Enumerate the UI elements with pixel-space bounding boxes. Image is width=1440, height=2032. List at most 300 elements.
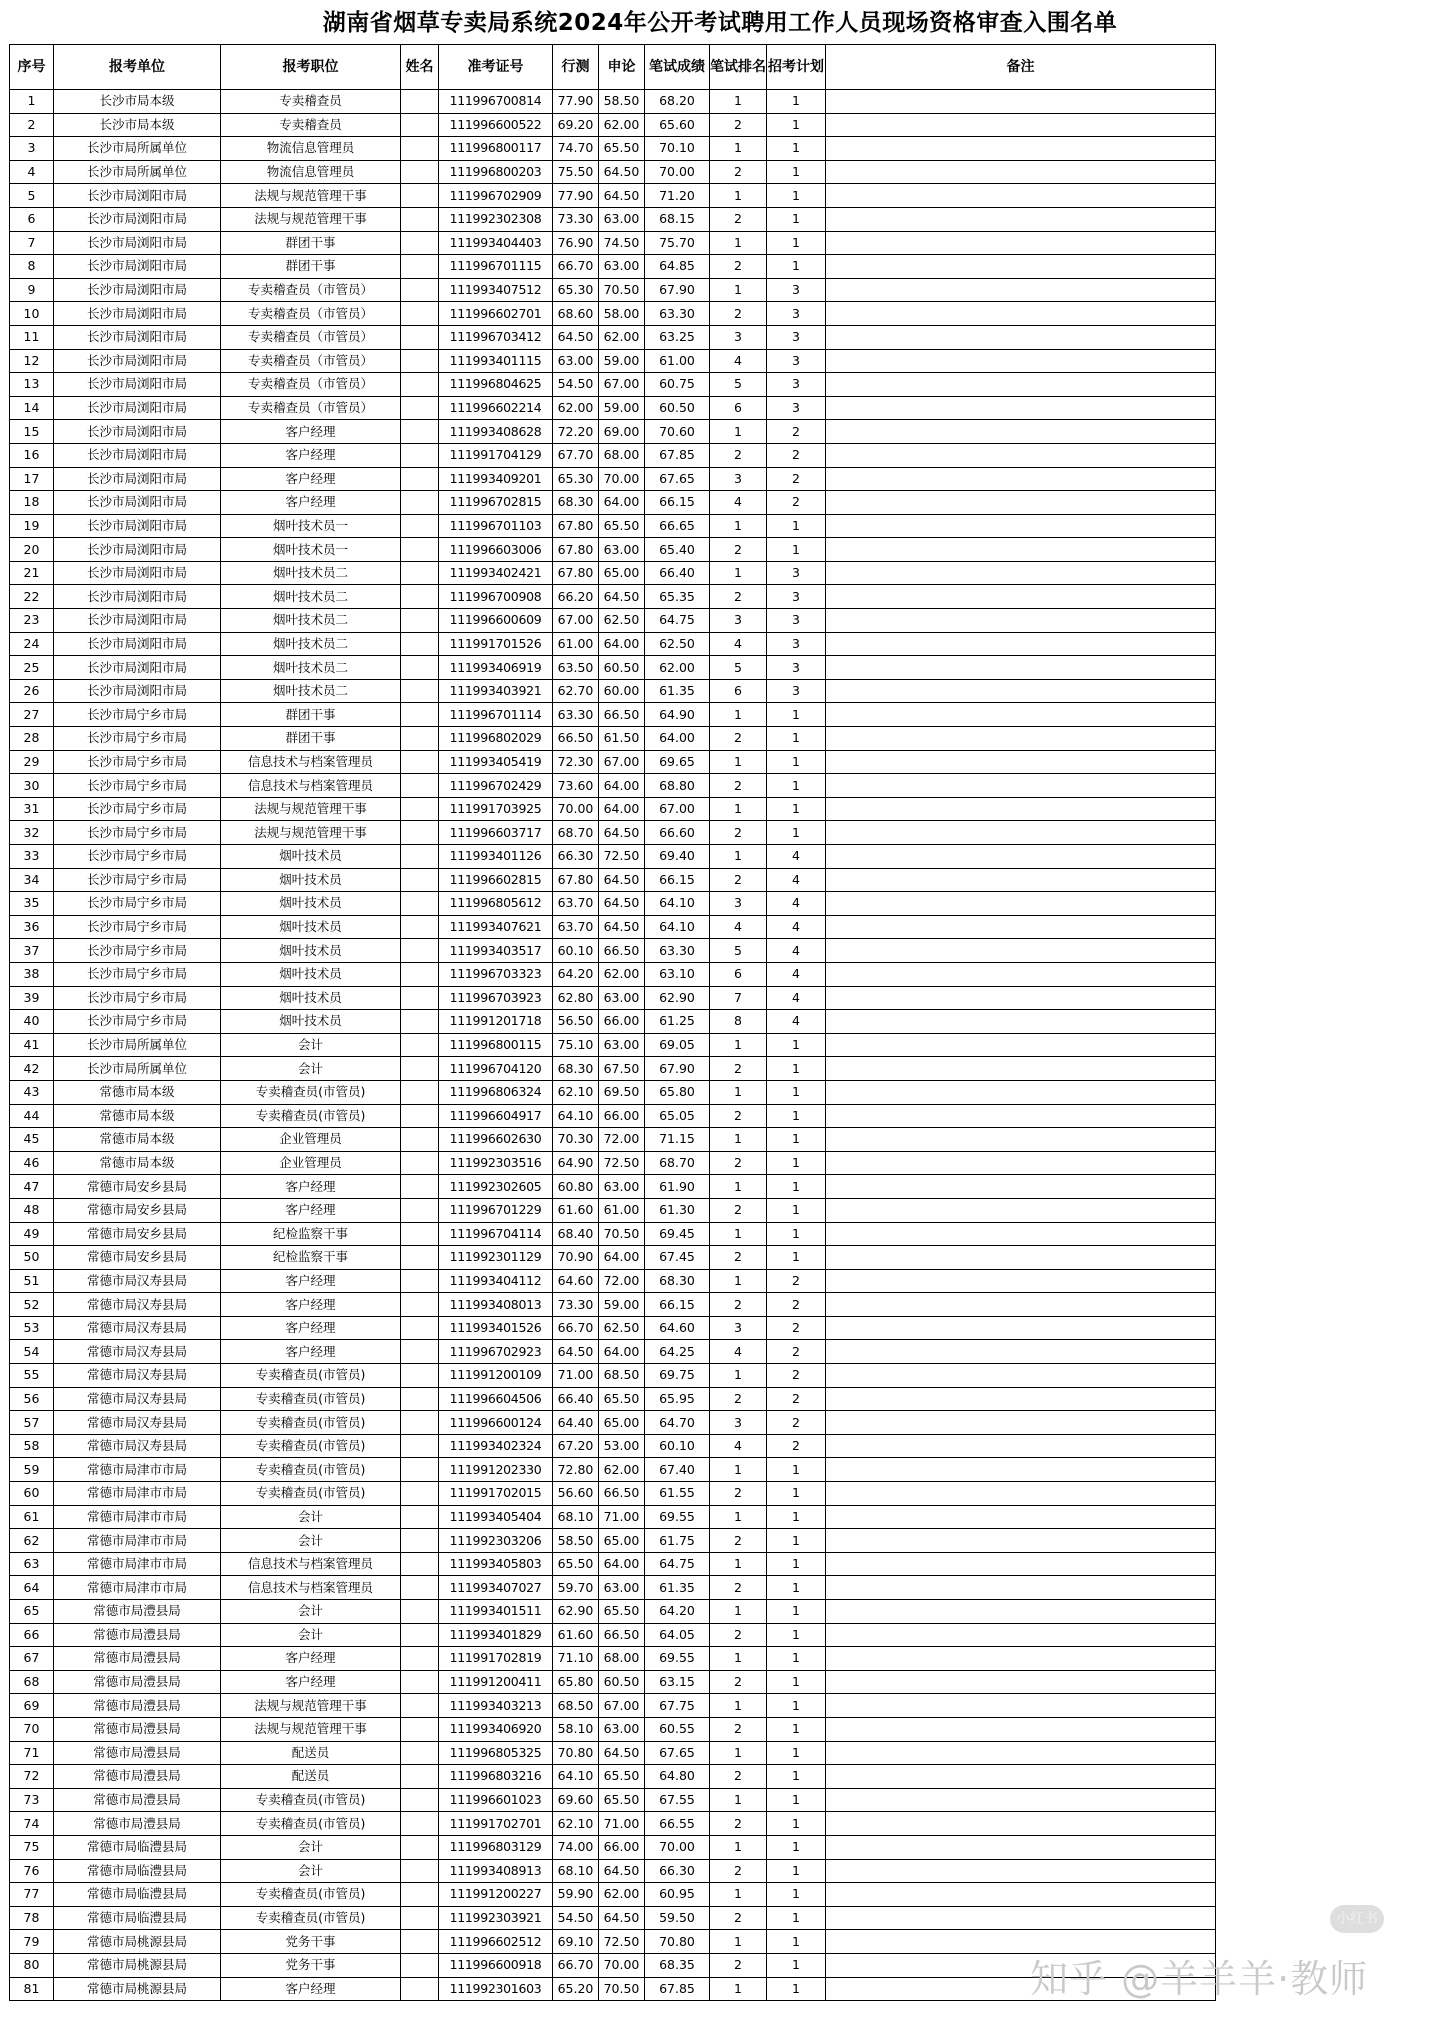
cell-remarks <box>826 278 1216 302</box>
cell-written-score: 67.65 <box>645 1741 710 1765</box>
cell-name <box>401 609 439 633</box>
cell-remarks <box>826 1576 1216 1600</box>
table-row <box>10 1411 1216 1435</box>
cell-exam-id: 111996803129 <box>439 1835 553 1859</box>
cell-name <box>401 1458 439 1482</box>
cell-index: 14 <box>10 396 54 420</box>
cell-written-score: 66.15 <box>645 868 710 892</box>
cell-index: 44 <box>10 1104 54 1128</box>
cell-position: 客户经理 <box>221 1293 401 1317</box>
cell-index: 70 <box>10 1717 54 1741</box>
cell-written-score: 69.45 <box>645 1222 710 1246</box>
cell-name <box>401 1953 439 1977</box>
cell-exam-id: 111991200227 <box>439 1883 553 1907</box>
cell-name <box>401 1623 439 1647</box>
cell-written-score: 71.15 <box>645 1128 710 1152</box>
table-row <box>10 1175 1216 1199</box>
cell-written-rank: 2 <box>710 255 767 279</box>
cell-name <box>401 1128 439 1152</box>
cell-remarks <box>826 113 1216 137</box>
table-row <box>10 1741 1216 1765</box>
cell-position: 法规与规范管理干事 <box>221 797 401 821</box>
cell-exam-id: 111996600522 <box>439 113 553 137</box>
cell-position: 专卖稽查员(市管员) <box>221 1812 401 1836</box>
cell-position: 客户经理 <box>221 1670 401 1694</box>
cell-essay: 58.50 <box>599 90 645 114</box>
cell-written-score: 69.75 <box>645 1364 710 1388</box>
cell-unit: 长沙市局所属单位 <box>54 1033 221 1057</box>
cell-written-rank: 3 <box>710 467 767 491</box>
cell-unit: 长沙市局宁乡市局 <box>54 868 221 892</box>
cell-aptitude: 59.70 <box>553 1576 599 1600</box>
cell-aptitude: 64.10 <box>553 1765 599 1789</box>
cell-exam-id: 111993401115 <box>439 349 553 373</box>
cell-exam-id: 111996600918 <box>439 1953 553 1977</box>
cell-exam-id: 111992302308 <box>439 207 553 231</box>
cell-written-rank: 1 <box>710 90 767 114</box>
cell-exam-id: 111996702815 <box>439 491 553 515</box>
cell-written-rank: 1 <box>710 1694 767 1718</box>
cell-written-rank: 4 <box>710 632 767 656</box>
cell-quota: 1 <box>767 184 826 208</box>
cell-index: 8 <box>10 255 54 279</box>
cell-index: 43 <box>10 1080 54 1104</box>
cell-exam-id: 111993405419 <box>439 750 553 774</box>
cell-unit: 长沙市局宁乡市局 <box>54 892 221 916</box>
cell-quota: 1 <box>767 1246 826 1270</box>
cell-written-rank: 8 <box>710 1010 767 1034</box>
cell-essay: 64.50 <box>599 1741 645 1765</box>
cell-index: 5 <box>10 184 54 208</box>
cell-written-rank: 2 <box>710 1953 767 1977</box>
table-row <box>10 1198 1216 1222</box>
cell-unit: 长沙市局宁乡市局 <box>54 727 221 751</box>
cell-name <box>401 845 439 869</box>
cell-name <box>401 1411 439 1435</box>
table-row <box>10 845 1216 869</box>
cell-quota: 1 <box>767 1128 826 1152</box>
cell-written-score: 70.80 <box>645 1930 710 1954</box>
cell-written-rank: 2 <box>710 1576 767 1600</box>
cell-unit: 常德市局汉寿县局 <box>54 1316 221 1340</box>
cell-written-score: 64.70 <box>645 1411 710 1435</box>
cell-written-score: 66.15 <box>645 491 710 515</box>
cell-remarks <box>826 656 1216 680</box>
cell-written-rank: 1 <box>710 845 767 869</box>
cell-quota: 2 <box>767 420 826 444</box>
cell-position: 专卖稽查员(市管员) <box>221 1434 401 1458</box>
cell-aptitude: 68.50 <box>553 1694 599 1718</box>
table-row <box>10 1883 1216 1907</box>
cell-remarks <box>826 1104 1216 1128</box>
cell-unit: 长沙市局浏阳市局 <box>54 467 221 491</box>
cell-essay: 64.50 <box>599 892 645 916</box>
cell-aptitude: 66.50 <box>553 727 599 751</box>
cell-written-rank: 1 <box>710 278 767 302</box>
cell-index: 54 <box>10 1340 54 1364</box>
cell-position: 法规与规范管理干事 <box>221 184 401 208</box>
cell-aptitude: 68.30 <box>553 491 599 515</box>
cell-unit: 长沙市局宁乡市局 <box>54 962 221 986</box>
cell-unit: 长沙市局浏阳市局 <box>54 538 221 562</box>
table-row <box>10 1906 1216 1930</box>
cell-quota: 1 <box>767 1930 826 1954</box>
cell-name <box>401 491 439 515</box>
cell-written-score: 60.50 <box>645 396 710 420</box>
table-row <box>10 1670 1216 1694</box>
cell-essay: 62.00 <box>599 962 645 986</box>
cell-name <box>401 703 439 727</box>
cell-exam-id: 111993402324 <box>439 1434 553 1458</box>
cell-name <box>401 750 439 774</box>
cell-quota: 1 <box>767 1576 826 1600</box>
cell-remarks <box>826 443 1216 467</box>
cell-remarks <box>826 1057 1216 1081</box>
cell-position: 客户经理 <box>221 1175 401 1199</box>
cell-written-score: 69.05 <box>645 1033 710 1057</box>
cell-remarks <box>826 561 1216 585</box>
cell-quota: 1 <box>767 538 826 562</box>
table-row <box>10 703 1216 727</box>
cell-index: 52 <box>10 1293 54 1317</box>
cell-position: 专卖稽查员(市管员) <box>221 1883 401 1907</box>
cell-exam-id: 111993403517 <box>439 939 553 963</box>
cell-aptitude: 72.80 <box>553 1458 599 1482</box>
cell-written-score: 70.00 <box>645 1835 710 1859</box>
cell-written-rank: 1 <box>710 797 767 821</box>
cell-written-score: 64.10 <box>645 892 710 916</box>
cell-written-rank: 2 <box>710 1906 767 1930</box>
cell-aptitude: 65.50 <box>553 1552 599 1576</box>
cell-position: 专卖稽查员(市管员) <box>221 1364 401 1388</box>
cell-written-rank: 1 <box>710 1505 767 1529</box>
cell-essay: 64.50 <box>599 821 645 845</box>
cell-exam-id: 111996803216 <box>439 1765 553 1789</box>
cell-quota: 4 <box>767 892 826 916</box>
cell-written-rank: 2 <box>710 1104 767 1128</box>
cell-written-rank: 1 <box>710 1647 767 1671</box>
cell-unit: 长沙市局宁乡市局 <box>54 703 221 727</box>
table-row <box>10 514 1216 538</box>
cell-quota: 1 <box>767 1482 826 1506</box>
cell-written-score: 67.90 <box>645 278 710 302</box>
cell-index: 76 <box>10 1859 54 1883</box>
cell-quota: 1 <box>767 113 826 137</box>
cell-unit: 长沙市局浏阳市局 <box>54 632 221 656</box>
cell-unit: 常德市局临澧县局 <box>54 1859 221 1883</box>
cell-index: 69 <box>10 1694 54 1718</box>
cell-quota: 1 <box>767 1812 826 1836</box>
cell-written-rank: 1 <box>710 1033 767 1057</box>
cell-exam-id: 111996703412 <box>439 325 553 349</box>
cell-aptitude: 68.10 <box>553 1505 599 1529</box>
cell-unit: 长沙市局所属单位 <box>54 160 221 184</box>
cell-exam-id: 111993407027 <box>439 1576 553 1600</box>
cell-remarks <box>826 1505 1216 1529</box>
cell-aptitude: 60.80 <box>553 1175 599 1199</box>
cell-position: 专卖稽查员（市管员） <box>221 325 401 349</box>
cell-remarks <box>826 915 1216 939</box>
cell-written-score: 63.25 <box>645 325 710 349</box>
cell-aptitude: 58.10 <box>553 1717 599 1741</box>
cell-written-score: 63.10 <box>645 962 710 986</box>
cell-quota: 4 <box>767 1010 826 1034</box>
cell-remarks <box>826 325 1216 349</box>
cell-position: 烟叶技术员 <box>221 986 401 1010</box>
cell-position: 法规与规范管理干事 <box>221 207 401 231</box>
cell-written-rank: 1 <box>710 1364 767 1388</box>
cell-essay: 61.00 <box>599 1198 645 1222</box>
cell-index: 13 <box>10 373 54 397</box>
cell-name <box>401 1010 439 1034</box>
cell-quota: 1 <box>767 1505 826 1529</box>
cell-unit: 常德市局津市市局 <box>54 1458 221 1482</box>
cell-written-score: 64.00 <box>645 727 710 751</box>
cell-written-score: 63.30 <box>645 939 710 963</box>
cell-written-rank: 6 <box>710 396 767 420</box>
table-row <box>10 1812 1216 1836</box>
cell-name <box>401 231 439 255</box>
cell-position: 烟叶技术员二 <box>221 656 401 680</box>
cell-written-score: 61.55 <box>645 1482 710 1506</box>
cell-quota: 3 <box>767 349 826 373</box>
cell-quota: 3 <box>767 609 826 633</box>
cell-position: 烟叶技术员二 <box>221 585 401 609</box>
cell-written-rank: 5 <box>710 656 767 680</box>
cell-aptitude: 62.00 <box>553 396 599 420</box>
cell-index: 24 <box>10 632 54 656</box>
table-row <box>10 349 1216 373</box>
cell-aptitude: 64.50 <box>553 325 599 349</box>
cell-written-score: 64.90 <box>645 703 710 727</box>
cell-essay: 69.50 <box>599 1080 645 1104</box>
cell-essay: 64.00 <box>599 1340 645 1364</box>
cell-written-score: 66.40 <box>645 561 710 585</box>
cell-index: 1 <box>10 90 54 114</box>
table-row <box>10 1151 1216 1175</box>
cell-index: 55 <box>10 1364 54 1388</box>
cell-unit: 长沙市局宁乡市局 <box>54 1010 221 1034</box>
cell-essay: 70.50 <box>599 1977 645 2001</box>
cell-written-score: 67.65 <box>645 467 710 491</box>
cell-name <box>401 514 439 538</box>
cell-unit: 常德市局汉寿县局 <box>54 1387 221 1411</box>
cell-position: 会计 <box>221 1057 401 1081</box>
cell-written-rank: 1 <box>710 750 767 774</box>
cell-written-score: 65.40 <box>645 538 710 562</box>
cell-exam-id: 111993407512 <box>439 278 553 302</box>
cell-aptitude: 61.00 <box>553 632 599 656</box>
cell-exam-id: 111996703323 <box>439 962 553 986</box>
cell-quota: 1 <box>767 1670 826 1694</box>
cell-written-score: 68.20 <box>645 90 710 114</box>
cell-name <box>401 349 439 373</box>
cell-position: 配送员 <box>221 1741 401 1765</box>
cell-quota: 1 <box>767 1859 826 1883</box>
cell-remarks <box>826 632 1216 656</box>
cell-written-rank: 6 <box>710 962 767 986</box>
cell-remarks <box>826 184 1216 208</box>
cell-unit: 常德市局桃源县局 <box>54 1930 221 1954</box>
cell-position: 专卖稽查员(市管员) <box>221 1788 401 1812</box>
cell-unit: 常德市局澧县局 <box>54 1623 221 1647</box>
cell-position: 专卖稽查员(市管员) <box>221 1458 401 1482</box>
cell-written-rank: 2 <box>710 1859 767 1883</box>
cell-essay: 64.00 <box>599 491 645 515</box>
cell-written-score: 64.60 <box>645 1316 710 1340</box>
cell-remarks <box>826 255 1216 279</box>
cell-exam-id: 111991701526 <box>439 632 553 656</box>
cell-name <box>401 1364 439 1388</box>
cell-index: 30 <box>10 774 54 798</box>
cell-name <box>401 868 439 892</box>
cell-position: 纪检监察干事 <box>221 1246 401 1270</box>
cell-unit: 常德市局安乡县局 <box>54 1198 221 1222</box>
cell-remarks <box>826 703 1216 727</box>
cell-exam-id: 111993407621 <box>439 915 553 939</box>
cell-position: 客户经理 <box>221 1198 401 1222</box>
table-row <box>10 750 1216 774</box>
table-row <box>10 1316 1216 1340</box>
cell-essay: 72.50 <box>599 1930 645 1954</box>
cell-aptitude: 65.30 <box>553 278 599 302</box>
cell-remarks <box>826 1434 1216 1458</box>
cell-aptitude: 73.30 <box>553 207 599 231</box>
cell-position: 客户经理 <box>221 491 401 515</box>
cell-remarks <box>826 774 1216 798</box>
table-row <box>10 915 1216 939</box>
table-row <box>10 962 1216 986</box>
cell-index: 51 <box>10 1269 54 1293</box>
cell-unit: 常德市局安乡县局 <box>54 1222 221 1246</box>
cell-name <box>401 892 439 916</box>
cell-unit: 长沙市局所属单位 <box>54 1057 221 1081</box>
cell-written-rank: 1 <box>710 1128 767 1152</box>
cell-quota: 2 <box>767 1434 826 1458</box>
cell-written-score: 62.90 <box>645 986 710 1010</box>
cell-remarks <box>826 727 1216 751</box>
cell-written-score: 67.75 <box>645 1694 710 1718</box>
table-row <box>10 184 1216 208</box>
cell-remarks <box>826 90 1216 114</box>
cell-essay: 64.50 <box>599 868 645 892</box>
cell-quota: 2 <box>767 1387 826 1411</box>
cell-written-score: 64.85 <box>645 255 710 279</box>
table-row <box>10 373 1216 397</box>
cell-unit: 长沙市局浏阳市局 <box>54 207 221 231</box>
cell-position: 烟叶技术员二 <box>221 561 401 585</box>
cell-remarks <box>826 1482 1216 1506</box>
cell-aptitude: 69.10 <box>553 1930 599 1954</box>
cell-name <box>401 585 439 609</box>
cell-remarks <box>826 1175 1216 1199</box>
cell-remarks <box>826 160 1216 184</box>
cell-position: 客户经理 <box>221 420 401 444</box>
cell-index: 40 <box>10 1010 54 1034</box>
table-row <box>10 1458 1216 1482</box>
cell-written-score: 61.90 <box>645 1175 710 1199</box>
cell-quota: 1 <box>767 1883 826 1907</box>
cell-remarks <box>826 1670 1216 1694</box>
cell-name <box>401 90 439 114</box>
cell-aptitude: 70.00 <box>553 797 599 821</box>
cell-unit: 常德市局澧县局 <box>54 1647 221 1671</box>
cell-written-rank: 2 <box>710 1198 767 1222</box>
cell-quota: 3 <box>767 632 826 656</box>
cell-exam-id: 111996602701 <box>439 302 553 326</box>
cell-aptitude: 73.60 <box>553 774 599 798</box>
cell-position: 物流信息管理员 <box>221 160 401 184</box>
cell-index: 80 <box>10 1953 54 1977</box>
table-row <box>10 609 1216 633</box>
cell-aptitude: 54.50 <box>553 373 599 397</box>
cell-name <box>401 373 439 397</box>
table-row <box>10 325 1216 349</box>
cell-exam-id: 111996704120 <box>439 1057 553 1081</box>
cell-written-score: 64.25 <box>645 1340 710 1364</box>
cell-written-rank: 4 <box>710 915 767 939</box>
cell-essay: 65.50 <box>599 1765 645 1789</box>
cell-essay: 63.00 <box>599 538 645 562</box>
cell-quota: 2 <box>767 1269 826 1293</box>
cell-name <box>401 1930 439 1954</box>
cell-written-rank: 2 <box>710 727 767 751</box>
cell-essay: 64.50 <box>599 585 645 609</box>
cell-essay: 63.00 <box>599 1717 645 1741</box>
cell-written-score: 63.30 <box>645 302 710 326</box>
cell-index: 23 <box>10 609 54 633</box>
cell-position: 烟叶技术员 <box>221 939 401 963</box>
cell-exam-id: 111992302605 <box>439 1175 553 1199</box>
cell-aptitude: 73.30 <box>553 1293 599 1317</box>
cell-quota: 2 <box>767 491 826 515</box>
cell-remarks <box>826 1623 1216 1647</box>
table-row <box>10 727 1216 751</box>
cell-aptitude: 62.70 <box>553 679 599 703</box>
cell-name <box>401 1505 439 1529</box>
cell-exam-id: 111996602512 <box>439 1930 553 1954</box>
cell-name <box>401 727 439 751</box>
cell-written-score: 60.55 <box>645 1717 710 1741</box>
cell-remarks <box>826 1340 1216 1364</box>
cell-unit: 长沙市局浏阳市局 <box>54 443 221 467</box>
cell-aptitude: 66.40 <box>553 1387 599 1411</box>
header-exam-id: 准考证号 <box>439 45 553 90</box>
cell-exam-id: 111992303921 <box>439 1906 553 1930</box>
cell-aptitude: 70.80 <box>553 1741 599 1765</box>
cell-essay: 62.00 <box>599 325 645 349</box>
cell-position: 客户经理 <box>221 1977 401 2001</box>
cell-index: 3 <box>10 137 54 161</box>
cell-remarks <box>826 467 1216 491</box>
cell-aptitude: 77.90 <box>553 184 599 208</box>
table-body <box>10 90 1216 2001</box>
cell-position: 客户经理 <box>221 443 401 467</box>
cell-index: 26 <box>10 679 54 703</box>
cell-index: 20 <box>10 538 54 562</box>
cell-quota: 1 <box>767 1977 826 2001</box>
cell-name <box>401 1859 439 1883</box>
cell-quota: 1 <box>767 1741 826 1765</box>
cell-aptitude: 63.30 <box>553 703 599 727</box>
cell-quota: 4 <box>767 962 826 986</box>
cell-essay: 61.50 <box>599 727 645 751</box>
cell-name <box>401 1387 439 1411</box>
cell-unit: 长沙市局宁乡市局 <box>54 821 221 845</box>
cell-index: 64 <box>10 1576 54 1600</box>
cell-written-score: 67.40 <box>645 1458 710 1482</box>
cell-unit: 常德市局汉寿县局 <box>54 1293 221 1317</box>
